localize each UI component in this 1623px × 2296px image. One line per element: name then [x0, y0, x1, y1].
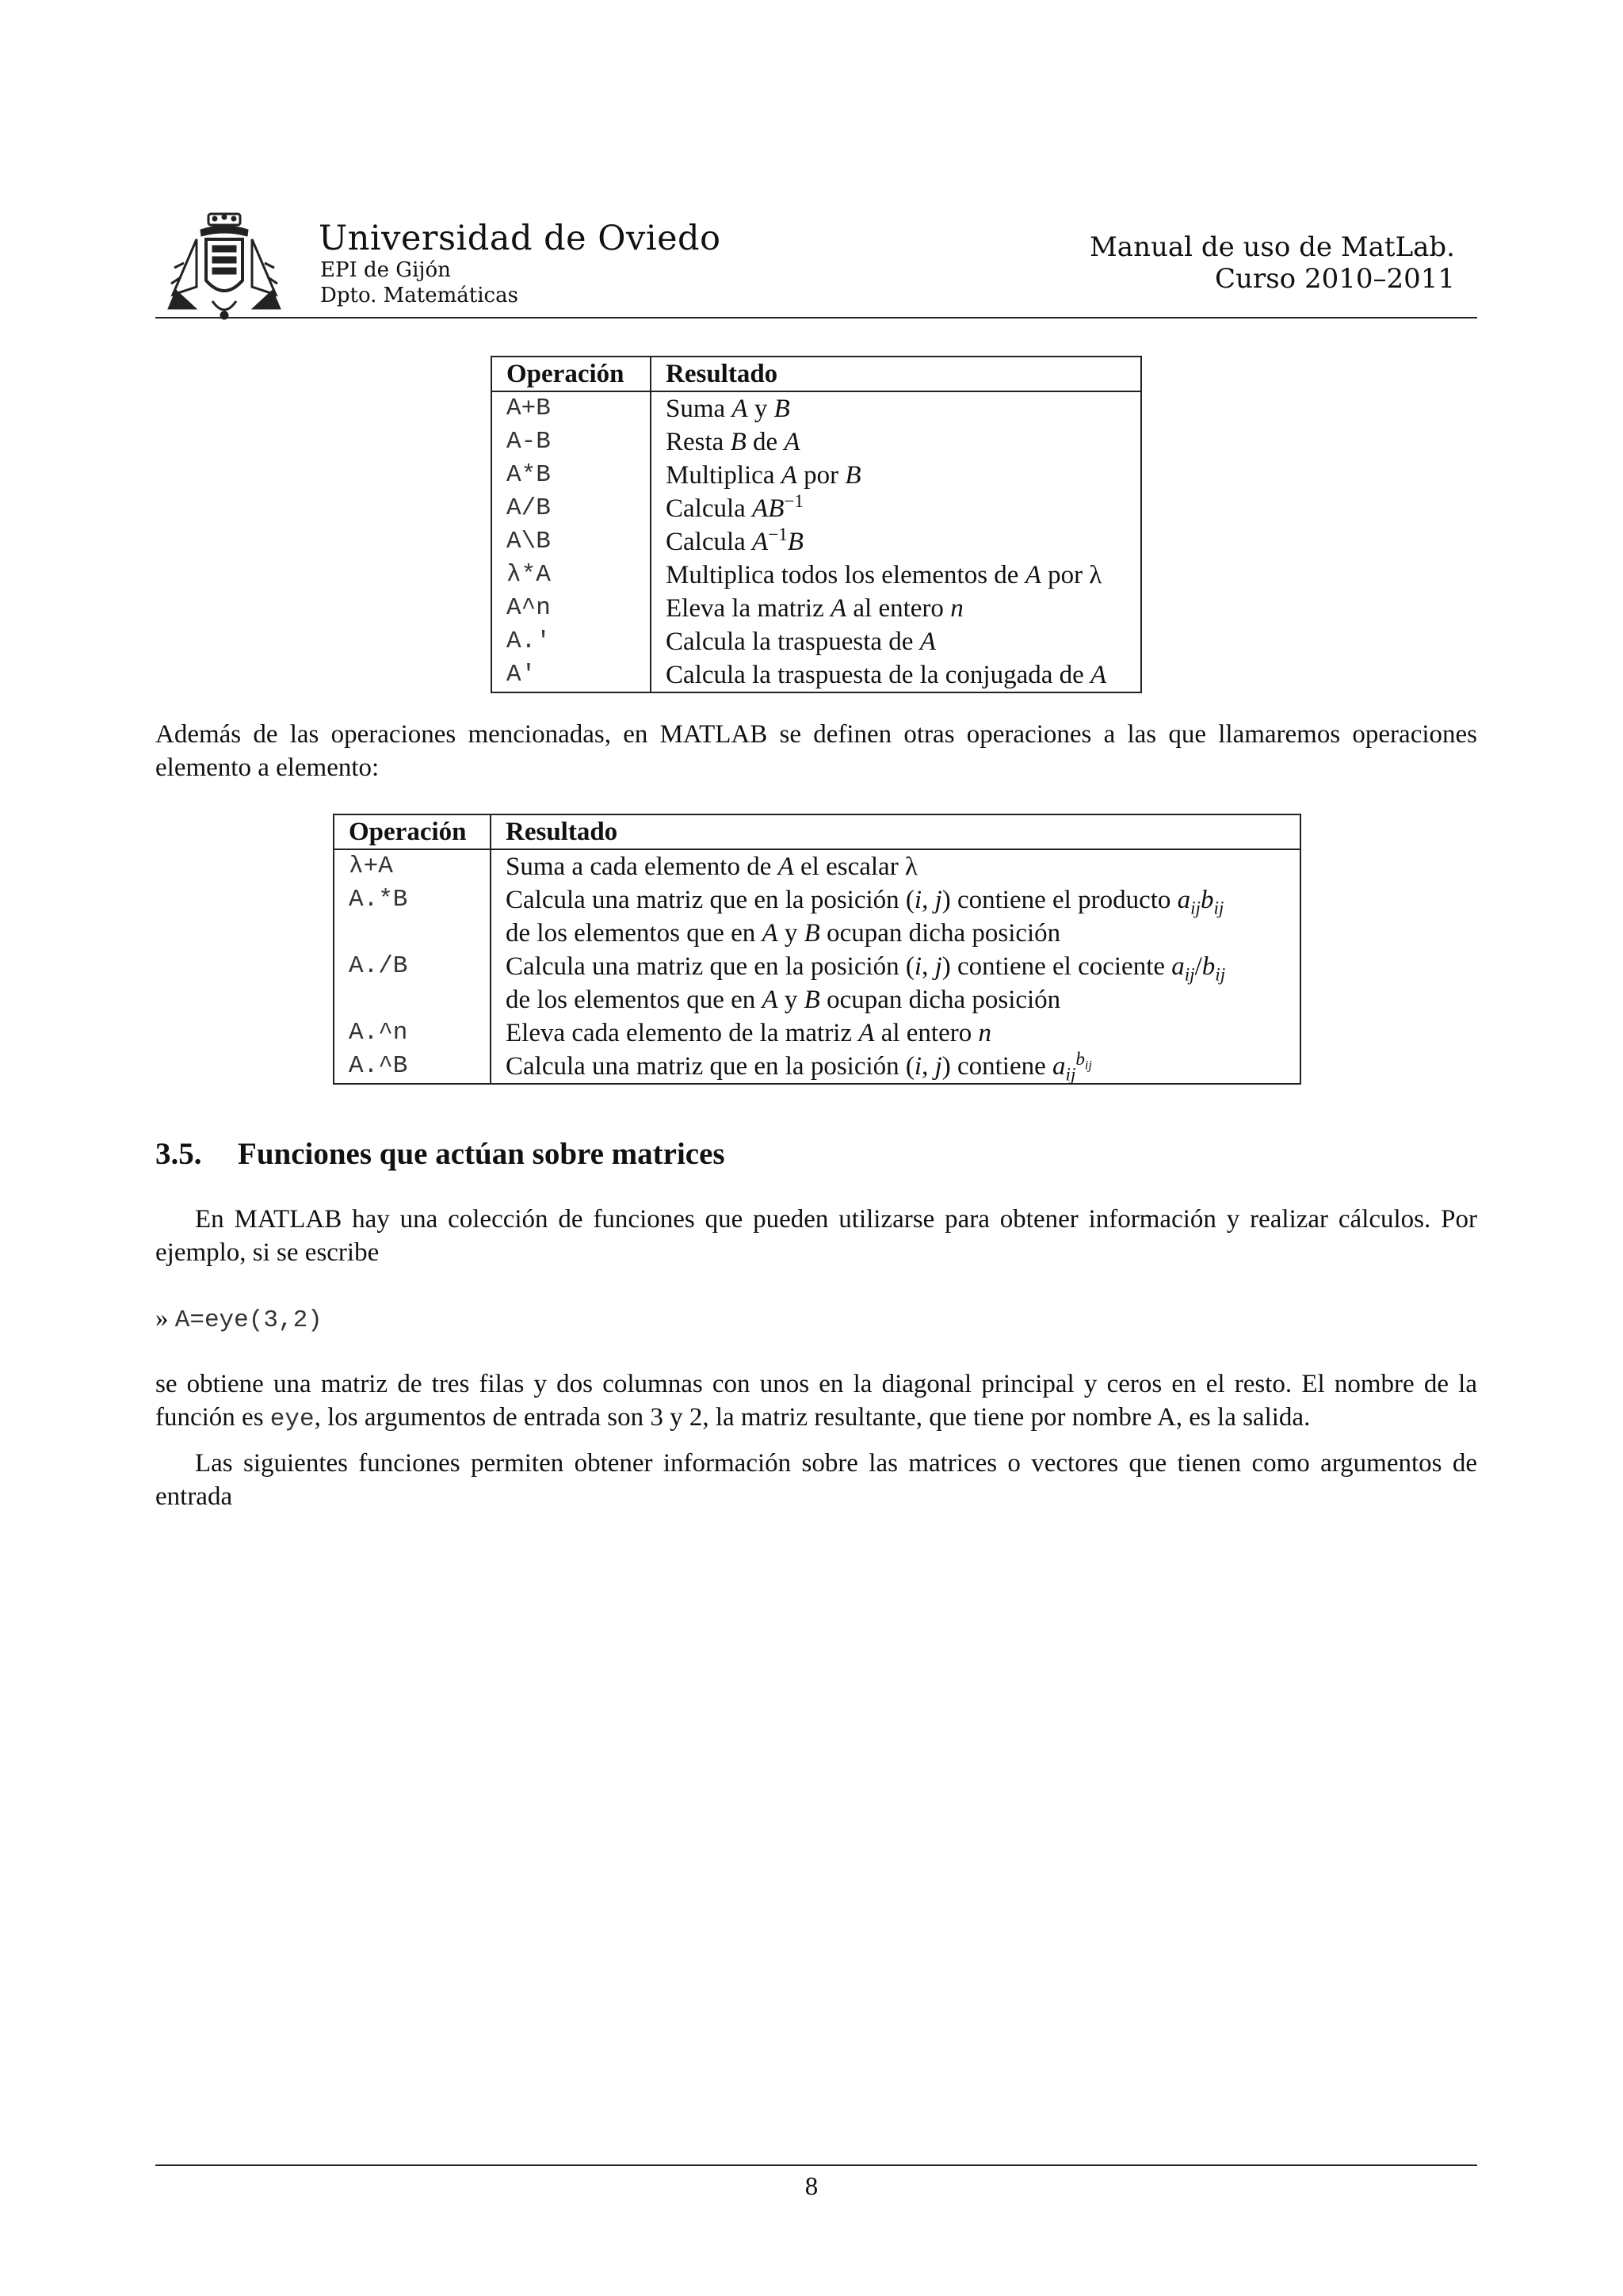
footer-divider — [155, 2164, 1477, 2166]
paragraph-intro: En MATLAB hay una colección de funciones que pueden utilizarse para obtener información y realizar cálculos. Por ejemplo, si se escribe — [155, 1205, 1477, 1267]
table-row — [334, 883, 1300, 917]
table-row — [334, 950, 1300, 983]
operation-cell: A./B — [334, 950, 491, 983]
paragraph-element-operations: Además de las operaciones mencionadas, en MATLAB se definen otras operaciones a las que llamaremos operaciones elemento a elemento: — [155, 720, 1477, 782]
code-example — [155, 1304, 323, 1334]
result-cell: Calcula la traspuesta de A — [666, 627, 936, 656]
table-row — [334, 849, 1300, 883]
table-header-row — [334, 814, 1300, 849]
operation-cell: A.*B — [334, 883, 491, 917]
paragraph-explanation — [155, 1367, 1477, 1436]
operation-cell — [334, 917, 491, 950]
header-divider — [155, 317, 1477, 318]
table-row — [491, 425, 1141, 459]
result-cell: Calcula una matriz que en la posición (i, j) contiene el producto $a_{ij}b_{ij}$ — [506, 886, 1224, 918]
operation-cell — [334, 983, 491, 1016]
university-name: Universidad de Oviedo — [319, 219, 721, 258]
operation-cell: A' — [491, 658, 651, 692]
table-row — [334, 1050, 1300, 1084]
manual-title: Manual de uso de MatLab. — [1089, 231, 1455, 263]
result-cell: Multiplica todos los elementos de A por λ — [666, 561, 1102, 589]
operation-cell: λ*A — [491, 559, 651, 592]
university-crest-logo — [165, 208, 284, 326]
operation-cell: λ+A — [334, 849, 491, 883]
department-name: Dpto. Matemáticas — [320, 284, 518, 307]
table-row — [334, 917, 1300, 950]
operation-cell: A\B — [491, 525, 651, 559]
result-cell: Calcula $A^{-1}B$ — [666, 524, 804, 556]
table-header-row — [491, 357, 1141, 391]
table-row — [491, 625, 1141, 658]
result-cell: Multiplica A por B — [666, 461, 861, 490]
table-body — [334, 849, 1300, 1084]
result-cell: Calcula $AB^{-1}$ — [666, 490, 804, 523]
result-cell: Calcula una matriz que en la posición (i, j) contiene $a_{ij}^{b_{ij}}$ — [506, 1048, 1092, 1085]
inline-code: eye — [269, 1405, 315, 1433]
section-number: 3.5. — [155, 1137, 202, 1171]
school-name: EPI de Gijón — [320, 258, 451, 282]
column-header-result: Resultado — [491, 814, 1300, 849]
result-cell: de los elementos que en A y B ocupan dicha posición — [506, 919, 1061, 948]
result-cell: Eleva cada elemento de la matriz A al entero n — [506, 1019, 991, 1047]
operation-cell: A/B — [491, 492, 651, 525]
result-cell: de los elementos que en A y B ocupan dicha posición — [506, 986, 1061, 1014]
table-row — [491, 391, 1141, 425]
operation-cell: A-B — [491, 425, 651, 459]
table-row — [491, 658, 1141, 692]
result-cell: Calcula una matriz que en la posición (i, j) contiene el cociente $a_{ij}/b_{ij}$ — [506, 952, 1226, 985]
column-header-operation: Operación — [491, 357, 651, 391]
column-header-result: Resultado — [651, 357, 1141, 391]
elementwise-operations-table — [333, 814, 1301, 1085]
page-number: 8 — [804, 2172, 819, 2201]
column-header-operation: Operación — [334, 814, 491, 849]
result-cell: Eleva la matriz A al entero n — [666, 594, 964, 623]
operation-cell: A.' — [491, 625, 651, 658]
table-body — [491, 391, 1141, 692]
text-part: , los argumentos de entrada son 3 y 2, la matriz resultante, que tiene por nombre A, es la salida. — [314, 1403, 1311, 1432]
table-row — [491, 459, 1141, 492]
operation-cell: A.^B — [334, 1050, 491, 1084]
result-cell: Calcula la traspuesta de la conjugada de A — [666, 661, 1107, 689]
matrix-operations-table — [491, 356, 1142, 693]
paragraph-functions: Las siguientes funciones permiten obtener información sobre las matrices o vectores que tienen como argumentos de entrada — [155, 1449, 1477, 1511]
section-heading — [155, 1136, 725, 1172]
result-cell: Resta B de A — [666, 428, 800, 456]
operation-cell: A+B — [491, 391, 651, 425]
section-title: Funciones que actúan sobre matrices — [238, 1137, 725, 1171]
result-cell: Suma A y B — [666, 395, 790, 423]
table-row — [491, 492, 1141, 525]
table-row — [491, 525, 1141, 559]
operation-cell: A^n — [491, 592, 651, 625]
table-row — [491, 559, 1141, 592]
operation-cell: A.^n — [334, 1016, 491, 1050]
table-row — [334, 983, 1300, 1016]
prompt-symbol: » — [155, 1304, 169, 1333]
table-row — [491, 592, 1141, 625]
operation-cell: A*B — [491, 459, 651, 492]
table-row — [334, 1016, 1300, 1050]
code-command: A=eye(3,2) — [174, 1306, 323, 1334]
course-year: Curso 2010–2011 — [1215, 263, 1455, 295]
result-cell: Suma a cada elemento de A el escalar λ — [506, 852, 918, 881]
text-part: se obtiene una matriz de tres filas y dos columnas con unos en la diagonal principal y ceros en el resto. El nombre de la función es — [155, 1370, 1477, 1432]
